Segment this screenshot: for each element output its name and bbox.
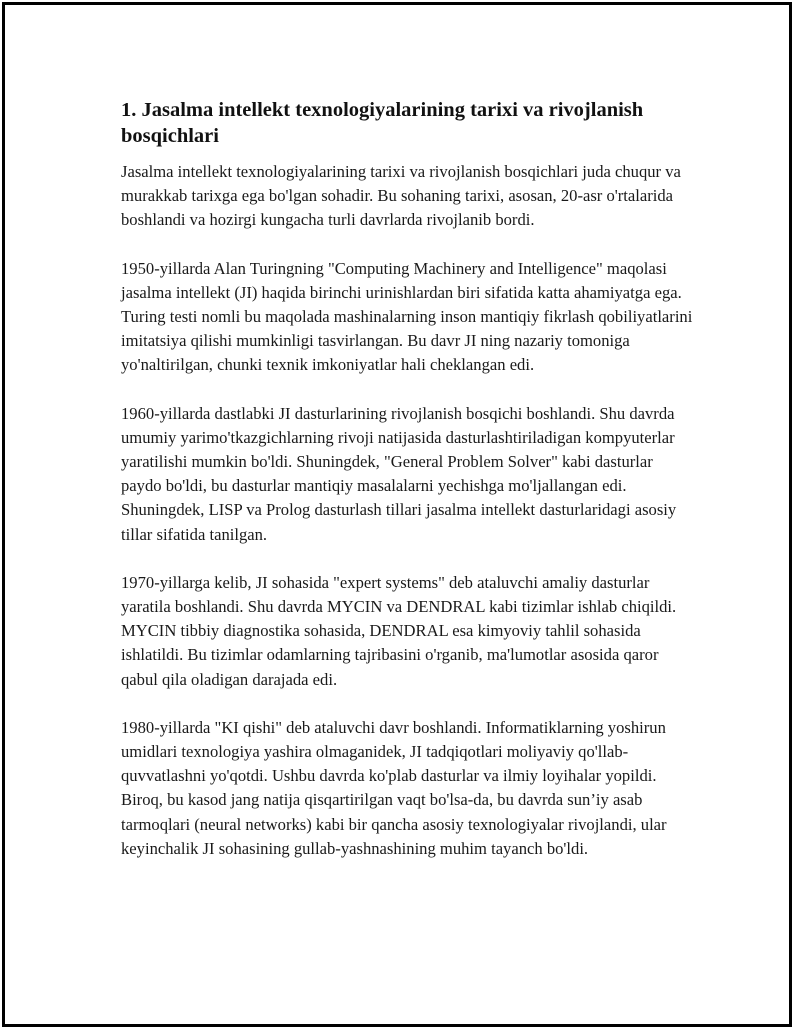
paragraph-1970s: 1970-yillarga kelib, JI sohasida "expert systems" deb ataluvchi amaliy dasturlar yaratila boshlandi. Shu davrda MYCIN va DENDRAL kabi tizimlar ishlab chiqildi. MYCIN tibbiy diagnostika sohasida, DENDRAL esa kimyoviy tahlil sohasida ishlatildi. Bu tizimlar odamlarning tajribasini o'rganib, ma'lumotlar asosida qaror qabul qila oladigan darajada edi.	[121, 572, 677, 689]
paragraph-1980s: 1980-yillarda "KI qishi" deb ataluvchi davr boshlandi. Informatiklarning yoshirun umidlari texnologiya yashira olmaganidek, JI tadqiqotlari moliyaviy qo'llab-quvvatlashni yo'qotdi. Ushbu davrda ko'plab dasturlar va ilmiy loyihalar yopildi. Biroq, bu kasod jang natija qisqartirilgan vaqt bo'lsa-da, bu davrda sun’iy asab tarmoqlari (neural networks) kabi bir qancha asosiy texnologiyalar rivojlandi, ular keyinchalik JI sohasining gullab-yashnashining muhim tayanch bo'ldi.	[121, 717, 667, 858]
section-heading: 1. Jasalma intellekt texnologiyalarining tarixi va rivojlanish bosqichlari	[121, 99, 644, 147]
document-body	[121, 97, 693, 885]
paragraph-1950s: 1950-yillarda Alan Turingning "Computing Machinery and Intelligence" maqolasi jasalma intellekt (JI) haqida birinchi urinishlardan biri sifatida katta ahamiyatga ega. Turing testi nomli bu maqolada mashinalarning inson mantiqiy fikrlash qobiliyatlarini imitatsiya qilishi mumkinligi tasvirlangan. Bu davr JI ning nazariy tomoniga yo'naltirilgan, chunki texnik imkoniyatlar hali cheklangan edi.	[121, 258, 693, 375]
paragraph-1960s: 1960-yillarda dastlabki JI dasturlarining rivojlanish bosqichi boshlandi. Shu davrda umumiy yarimo'tkazgichlarning rivoji natijasida dasturlashtiriladigan kompyuterlar yaratilishi mumkin bo'ldi. Shuningdek, "General Problem Solver" kabi dasturlar paydo bo'ldi, bu dasturlar mantiqiy masalalarni yechishga mo'ljallangan edi. Shuningdek, LISP va Prolog dasturlash tillari jasalma intellekt dasturlaridagi asosiy tillar sifatida tanilgan.	[121, 403, 677, 544]
paragraph-intro: Jasalma intellekt texnologiyalarining tarixi va rivojlanish bosqichlari juda chuqur va murakkab tarixga ega bo'lgan sohadir. Bu sohaning tarixi, asosan, 20-asr o'rtalarida boshlandi va hozirgi kungacha turli davrlarda rivojlanib bordi.	[121, 162, 681, 230]
page-frame	[2, 2, 792, 1027]
